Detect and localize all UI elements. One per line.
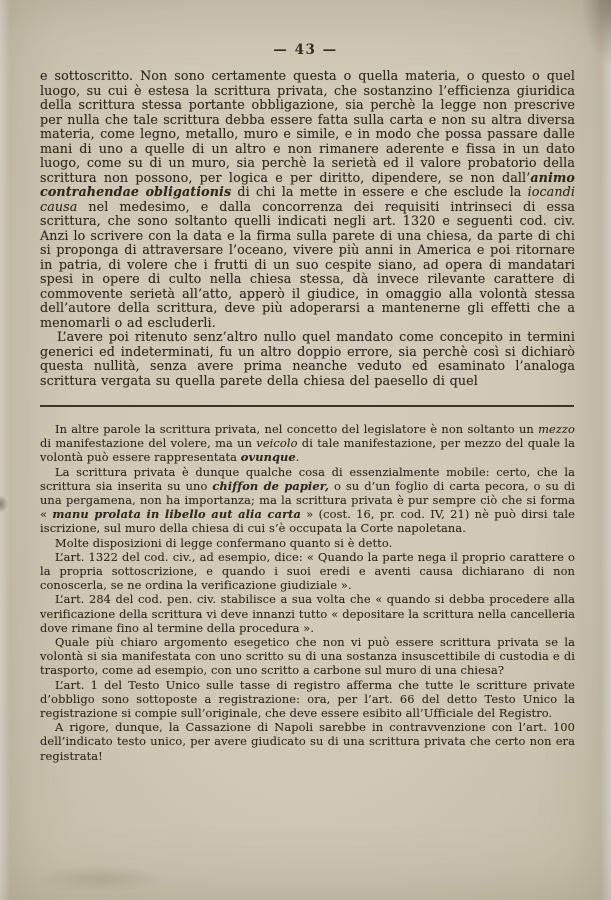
main-text [40,69,575,388]
emphasis-text: animo contrahendae obligationis [40,169,575,199]
text-run: e sottoscritto. Non sono certamente questa o quella materia, o questo o quel luogo, su cui è estesa la scrittura privata, che sostanzino l’efficienza giuridica della scrittura stessa portante obbligazione, sia perchè la legge non prescrive per nulla che tale scrittura debba essere fatta sulla carta e non su altra diversa materia, come legno, metallo, muro e simile, e in modo che possa passare dalle mani di uno a quelle di un altro e non rimanere aderente e fissa in un dato luogo, come su di un muro, sia perchè la serietà ed il valore probatorio della scrittura non possono, per logica e per diritto, dipendere, se non dall’ [40,68,575,185]
emphasis-text: mezzo [538,422,575,436]
text-run: di manifestazione del volere, ma un [40,436,257,451]
emphasis-text: manu prolata in libello aut alia carta [52,507,302,522]
paragraph [40,422,575,465]
text-run: Molte disposizioni di legge confermano quanto si è detto. [55,535,393,550]
text-run: La scrittura privata è dunque qualche cosa di essenzialmente mobile: certo, che la scrittura sia inserita su uno [40,464,575,493]
footnote-separator [40,405,574,407]
text-run: di chi la mette in essere e che esclude la [231,184,528,199]
scan-speck-left-edge [0,496,7,512]
text-run: Quale più chiaro argomento esegetico che non vi può essere scrittura privata se la volontà si sia manifestata con uno scritto su di una sostanza insuscettibile di custodia e di trasporto, come ad esempio, con uno scritto a carbone sul muro di una chiesa? [40,635,575,678]
scan-smudge-bottom [40,866,160,892]
page-number: — 43 — [273,42,338,58]
text-run: o su d’un foglio di carta pecora, o su di una pergamena, non ha importanza; ma la scrittura privata è pur sempre ciò che si forma « [40,478,576,522]
paragraph [40,330,575,388]
text-run: L’art. 1 del Testo Unico sulle tasse di registro afferma che tutte le scritture private d’obbligo sono sottoposte a registrazione: ora, per l’art. 66 del detto Testo Unico la registrazione si compie sull’originale, che deve essere esibito all’Ufficiale del Registro. [40,677,575,721]
text-run: In altre parole la scrittura privata, nel concetto del legislatore è non soltanto un [55,422,539,436]
text-run: di tale manifestazione, per mezzo del quale la volontà può essere rappresentata [40,436,575,465]
emphasis-text: iocandi causa [40,184,575,214]
paragraph [40,635,575,678]
paragraph [40,592,575,635]
paragraph [40,678,575,721]
paragraph [40,465,575,536]
paragraph [40,69,575,330]
paragraph [40,536,575,550]
text-run: A rigore, dunque, la Cassazione di Napoli sarebbe in contravvenzione con l’art. 100 dell’indicato testo unico, per avere giudicato su di una scrittura privata che certo non era registrata! [40,720,575,763]
text-run: » (cost. 16, pr. cod. IV, 21) nè può dirsi tale iscrizione, sul muro della chiesa di cui s’è occupata la Corte napoletana. [40,507,576,536]
text-run: L’art. 1322 del cod. civ., ad esempio, dice: « Quando la parte nega il proprio carattere o la propria sottoscrizione, e quando i suoi eredi e aventi causa dichiarano di non conoscerla, se ne ordina la verificazione giudiziale ». [40,549,575,593]
text-run: L’avere poi ritenuto senz’altro nullo quel mandato come concepito in termini generici ed indeterminati, fu un altro doppio errore, sia perchè così si dichiarò questa nullità, senza avere prima neanche veduto ed esaminato l’analoga scrittura vergata su quella parete della chiesa del paesello di quel [40,329,575,388]
emphasis-text: veicolo [256,436,298,451]
paragraph [40,550,575,593]
text-run: L’art. 284 del cod. pen. civ. stabilisce a sua volta che « quando si debba procedere alla verificazione della scrittura vi deve innanzi tutto « depositare la scrittura nella cancelleria dove rimane fino al termine della procedura ». [40,592,575,635]
emphasis-text: ovunque [240,450,296,465]
text-run: nel medesimo, e dalla concorrenza dei requisiti intrinseci di essa scrittura, che sono soltanto quelli indicati negli art. 1320 e seguenti cod. civ. Anzi lo scrivere con la data e la firma sulla parete di una chiesa, da parte di chi si proponga di attraversare l’oceano, vivere più anni in America e poi ritornare in patria, di volere che i frutti di un suo cespite siano, ad opera di mandatari spesi in opere di culto nella chiesa stessa, dà invece rilevante carattere di commovente serietà all’atto, apperò il giudice, in omaggio alla volontà stessa dell’autore della scrittura, deve più adoperarsi a mantenerne gli effetti che a menomarli o ad escluderli. [40,198,575,330]
paragraph [40,720,575,763]
footnotes [40,422,575,763]
emphasis-text: chiffon de papier, [212,478,330,493]
text-run: . [295,450,300,465]
